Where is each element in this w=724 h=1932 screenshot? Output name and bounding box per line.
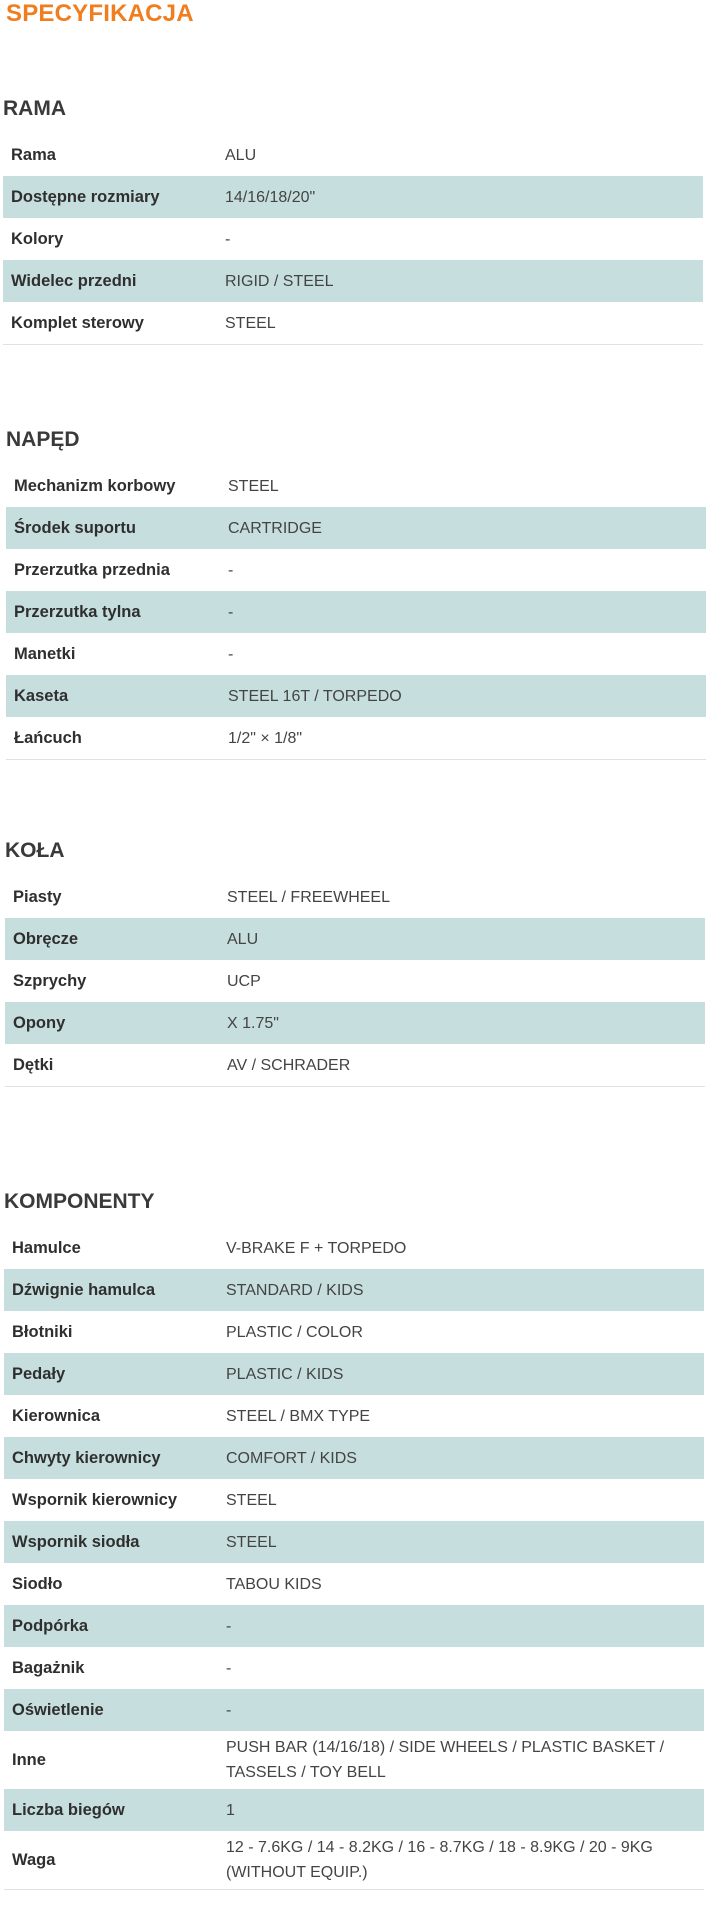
section-kola [5, 838, 705, 1087]
spec-label: Piasty [13, 887, 62, 906]
spec-label: Oświetlenie [12, 1700, 104, 1719]
table-row [4, 1789, 704, 1831]
spec-label: Komplet sterowy [11, 313, 144, 332]
table-row [4, 1831, 704, 1889]
table-row [4, 1269, 704, 1311]
spec-value: ALU [227, 930, 259, 948]
spec-label: Podpórka [12, 1616, 89, 1635]
section-title: KOŁA [5, 839, 65, 862]
spec-label: Przerzutka przednia [14, 560, 170, 579]
spec-value: AV / SCHRADER [227, 1056, 351, 1074]
table-row [4, 1689, 704, 1731]
spec-value: RIGID / STEEL [225, 272, 334, 290]
table-row [6, 591, 706, 633]
spec-value: CARTRIDGE [228, 519, 322, 537]
spec-label: Wspornik siodła [12, 1532, 140, 1551]
spec-label: Wspornik kierownicy [12, 1490, 178, 1509]
spec-value: PLASTIC / COLOR [226, 1323, 363, 1341]
spec-value: 14/16/18/20" [225, 188, 316, 206]
table-row [3, 176, 703, 218]
spec-label: Chwyty kierownicy [12, 1448, 161, 1467]
spec-label: Szprychy [13, 971, 87, 990]
spec-value: UCP [227, 972, 261, 990]
spec-value: PLASTIC / KIDS [226, 1365, 344, 1383]
spec-label: Manetki [14, 644, 76, 663]
table-row [4, 1605, 704, 1647]
spec-label: Inne [12, 1750, 46, 1769]
table-row [3, 134, 703, 176]
spec-label: Kaseta [14, 686, 69, 705]
table-row [4, 1647, 704, 1689]
section-title: KOMPONENTY [4, 1190, 155, 1213]
section-title: RAMA [3, 97, 66, 120]
spec-table [5, 876, 705, 1087]
spec-label: Dętki [13, 1055, 54, 1074]
spec-value: PUSH BAR (14/16/18) / SIDE WHEELS / PLASTIC BASKET / TASSELS / TOY BELL [226, 1739, 665, 1781]
table-row [4, 1353, 704, 1395]
spec-label: Przerzutka tylna [14, 602, 141, 621]
spec-label: Środek suportu [14, 518, 136, 537]
table-row [5, 1002, 705, 1044]
spec-value: STEEL / FREEWHEEL [227, 888, 390, 906]
spec-value: - [226, 1701, 232, 1719]
table-row [4, 1437, 704, 1479]
spec-table [6, 465, 706, 760]
spec-value: STEEL / BMX TYPE [226, 1407, 371, 1425]
spec-label: Kolory [11, 229, 64, 248]
spec-value: ALU [225, 146, 257, 164]
spec-label: Hamulce [12, 1238, 81, 1257]
table-row [5, 876, 705, 918]
spec-label: Waga [12, 1850, 56, 1869]
spec-value: STEEL [225, 314, 276, 332]
table-row [4, 1563, 704, 1605]
spec-label: Liczba biegów [12, 1800, 125, 1819]
spec-label: Obręcze [13, 929, 79, 948]
section-title: NAPĘD [6, 428, 80, 451]
table-row [4, 1227, 704, 1269]
table-row [3, 260, 703, 302]
spec-label: Siodło [12, 1574, 63, 1593]
spec-value: STEEL [226, 1533, 277, 1551]
table-row [6, 465, 706, 507]
spec-label: Pedały [12, 1364, 66, 1383]
spec-value: - [226, 1617, 232, 1635]
section-komponenty [4, 1189, 704, 1890]
spec-label: Mechanizm korbowy [14, 476, 176, 495]
spec-label: Kierownica [12, 1406, 101, 1425]
spec-value: COMFORT / KIDS [226, 1449, 357, 1467]
spec-label: Bagażnik [12, 1658, 85, 1677]
page-title: SPECYFIKACJA [6, 0, 194, 27]
spec-value: - [225, 230, 231, 248]
spec-label: Dźwignie hamulca [12, 1280, 156, 1299]
spec-value: 1 [226, 1801, 235, 1819]
table-row [5, 1044, 705, 1086]
spec-value: 1/2" × 1/8" [228, 729, 303, 747]
table-row [4, 1479, 704, 1521]
table-row [6, 717, 706, 759]
spec-table [3, 134, 703, 345]
spec-value: STEEL [226, 1491, 277, 1509]
table-row [6, 633, 706, 675]
table-row [5, 960, 705, 1002]
spec-value: STEEL [228, 477, 279, 495]
table-row [4, 1731, 704, 1789]
table-row [6, 549, 706, 591]
spec-label: Widelec przedni [11, 271, 137, 290]
spec-value: STANDARD / KIDS [226, 1281, 364, 1299]
spec-value: V-BRAKE F + TORPEDO [226, 1239, 407, 1257]
spec-label: Dostępne rozmiary [11, 187, 160, 206]
spec-value: 12 - 7.6KG / 14 - 8.2KG / 16 - 8.7KG / 18 - 8.9KG / 20 - 9KG (WITHOUT EQUIP.) [226, 1839, 653, 1881]
spec-value: - [228, 603, 234, 621]
section-rama [3, 96, 703, 345]
spec-value: STEEL 16T / TORPEDO [228, 687, 402, 705]
spec-value: X 1.75" [227, 1014, 279, 1032]
spec-label: Rama [11, 145, 56, 164]
spec-value: TABOU KIDS [226, 1575, 322, 1593]
spec-value: - [226, 1659, 232, 1677]
table-row [3, 218, 703, 260]
table-row [6, 675, 706, 717]
spec-label: Opony [13, 1013, 66, 1032]
table-row [4, 1521, 704, 1563]
table-row [5, 918, 705, 960]
table-row [3, 302, 703, 344]
spec-label: Łańcuch [14, 728, 82, 747]
table-row [4, 1311, 704, 1353]
spec-table [4, 1227, 704, 1890]
spec-value: - [228, 645, 234, 663]
section-naped [6, 427, 706, 760]
spec-value: - [228, 561, 234, 579]
spec-label: Błotniki [12, 1322, 73, 1341]
table-row [4, 1395, 704, 1437]
table-row [6, 507, 706, 549]
